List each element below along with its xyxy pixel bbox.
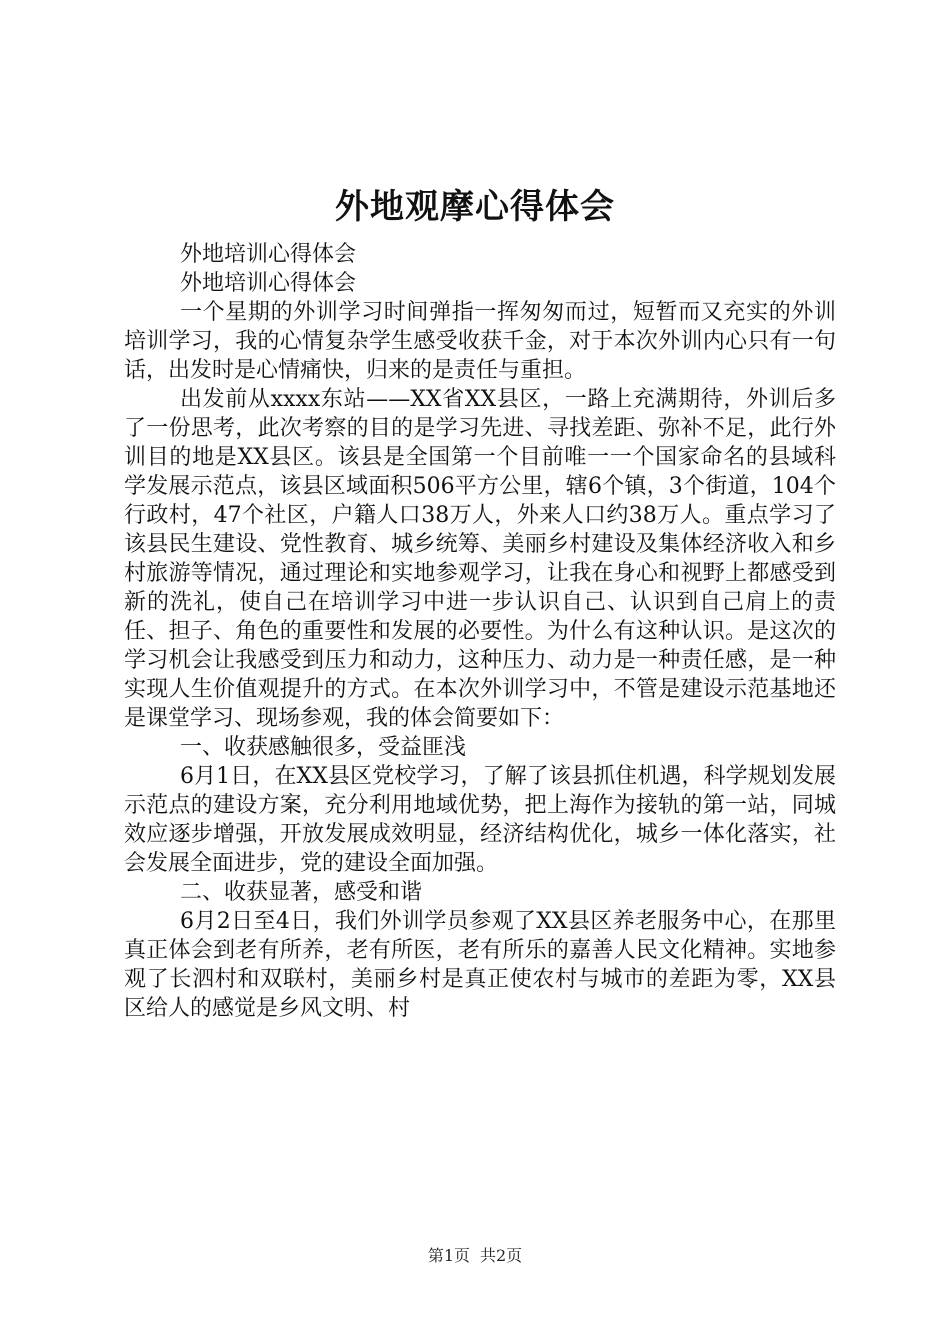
paragraph-subtitle-2: 外地培训心得体会 — [180, 271, 357, 296]
paragraph-intro: 一个星期的外训学习时间弹指一挥匆匆而过，短暂而又充实的外训培训学习，我的心情复杂学生感受收获千金，对于本次外训内心只有一句话，出发时是心情痛快，归来的是责任与重担。 — [124, 300, 836, 383]
paragraph-departure: 出发前从xxxx东站——XX省XX县区，一路上充满期待，外训后多了一份思考，此次考察的目的是学习先进、寻找差距、弥补不足，此行外训目的地是XX县区。该县是全国第一个目前唯一一个国家命名的县域科学发展示范点，该县区域面积506平方公里，辖6个镇，3个街道，104个行政村，47个社区，户籍人口38万人，外来人口约38万人。重点学习了该县民生建设、党性教育、城乡统筹、美丽乡村建设及集体经济收入和乡村旅游等情况，通过理论和实地参观学习，让我在身心和视野上都感受到新的洗礼，使自己在培训学习中进一步认识自己、认识到自己肩上的责任、担子、角色的重要性和发展的必要性。为什么有这种认识。是这次的学习机会让我感受到压力和动力，这种压力、动力是一种责任感，是一种实现人生价值观提升的方式。在本次外训学习中，不管是建设示范基地还是课堂学习、现场参观，我的体会简要如下： — [124, 387, 836, 731]
paragraph-june-2-4: 6月2日至4日，我们外训学员参观了XX县区养老服务中心，在那里真正体会到老有所养，老有所医，老有所乐的嘉善人民文化精神。实地参观了长泗村和双联村，美丽乡村是真正使农村与城市的差距为零，XX县区给人的感觉是乡风文明、村 — [124, 909, 836, 1021]
paragraph-subtitle-1: 外地培训心得体会 — [180, 242, 357, 267]
paragraph-june-1: 6月1日，在XX县区党校学习，了解了该县抓住机遇，科学规划发展示范点的建设方案，充分利用地域优势，把上海作为接轨的第一站，同城效应逐步增强，开放发展成效明显，经济结构优化，城乡一体化落实，社会发展全面进步，党的建设全面加强。 — [124, 764, 836, 876]
section-heading-1: 一、收获感触很多，受益匪浅 — [180, 735, 467, 760]
document-title: 外地观摩心得体会 — [335, 187, 615, 227]
section-heading-2: 二、收获显著，感受和谐 — [180, 880, 423, 905]
page-number-current: 第1页 — [427, 1246, 470, 1265]
page-footer — [0, 1246, 950, 1266]
document-body — [124, 240, 836, 1023]
page-number-total: 共2页 — [480, 1246, 523, 1265]
